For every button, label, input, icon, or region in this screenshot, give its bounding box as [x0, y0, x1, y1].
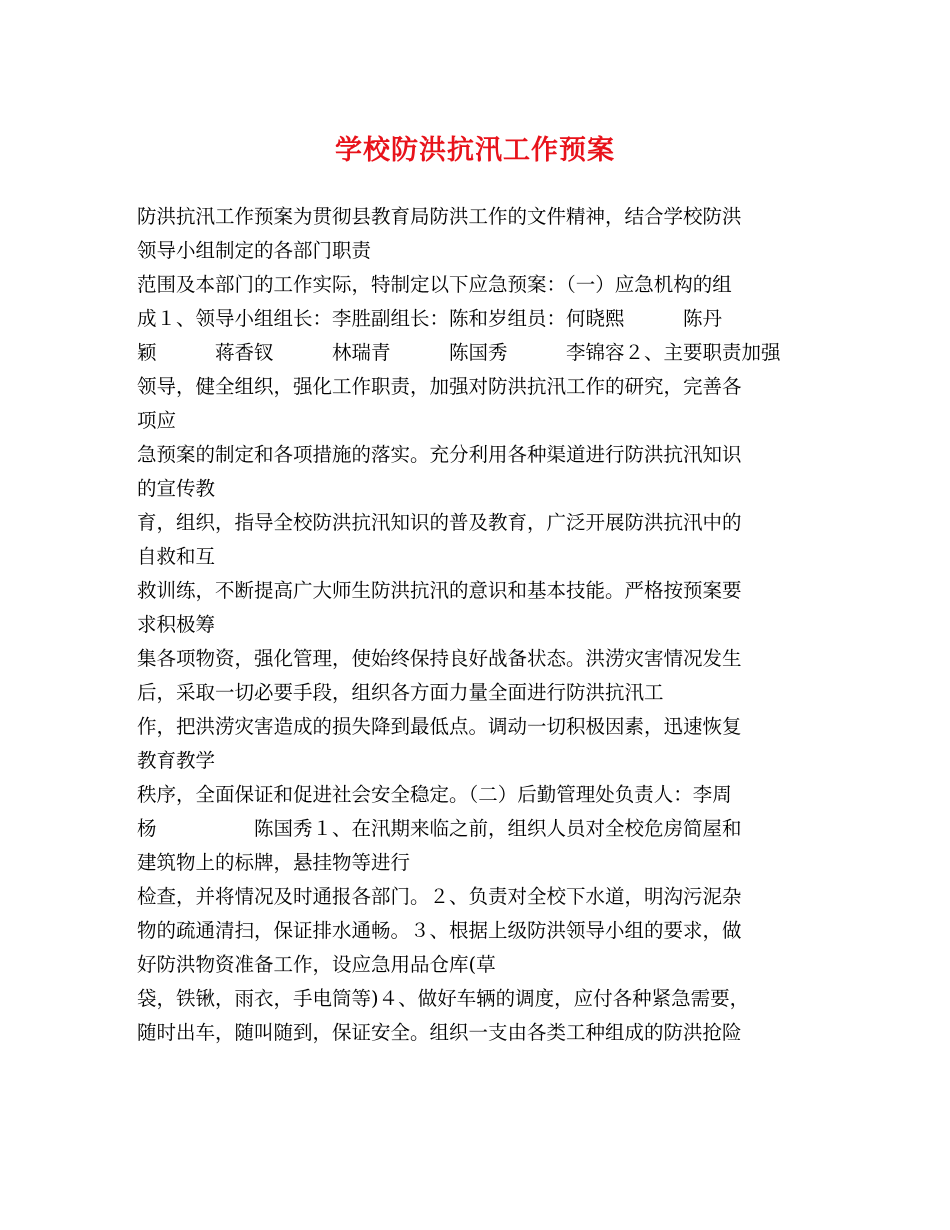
- body-line: 检查，并将情况及时通报各部门。２、负责对全校下水道，明沟污泥杂: [137, 885, 742, 908]
- body-line: 项应: [137, 409, 177, 432]
- body-line: 集各项物资，强化管理，使始终保持良好战备状态。洪涝灾害情况发生: [137, 647, 742, 670]
- body-line: 领导，健全组织，强化工作职责，加强对防洪抗汛工作的研究，完善各: [137, 375, 742, 398]
- body-line: 自救和互: [137, 545, 216, 568]
- body-line: 急预案的制定和各项措施的落实。充分利用各种渠道进行防洪抗汛知识: [137, 443, 742, 466]
- body-line: 救训练，不断提高广大师生防洪抗汛的意识和基本技能。严格按预案要: [137, 579, 742, 602]
- body-line: 求积极筹: [137, 613, 216, 636]
- body-line: 范围及本部门的工作实际，特制定以下应急预案：（一）应急机构的组: [137, 273, 732, 296]
- body-line: 颖 蒋香钗 林瑞青 陈国秀 李锦容２、主要职责加强: [137, 341, 781, 364]
- body-line: 物的疏通清扫，保证排水通畅。３、根据上级防洪领导小组的要求，做: [137, 919, 742, 942]
- body-line: 防洪抗汛工作预案为贯彻县教育局防洪工作的文件精神，结合学校防洪: [137, 205, 742, 228]
- document-body: [137, 200, 817, 1050]
- body-line: 成１、领导小组组长：李胜副组长：陈和岁组员：何晓熙 陈丹: [137, 307, 723, 330]
- body-line: 领导小组制定的各部门职责: [137, 239, 372, 262]
- body-line: 袋，铁锹，雨衣，手电筒等)４、做好车辆的调度，应付各种紧急需要，: [137, 987, 750, 1010]
- body-line: 后，采取一切必要手段，组织各方面力量全面进行防洪抗汛工: [137, 681, 664, 704]
- body-line: 育，组织，指导全校防洪抗汛知识的普及教育，广泛开展防洪抗汛中的: [137, 511, 742, 534]
- body-line: 随时出车，随叫随到，保证安全。组织一支由各类工种组成的防洪抢险: [137, 1021, 742, 1044]
- body-line: 杨 陈国秀１、在汛期来临之前，组织人员对全校危房简屋和: [137, 817, 742, 840]
- body-line: 秩序，全面保证和促进社会安全稳定。（二）后勤管理处负责人：李周: [137, 783, 732, 806]
- body-line: 的宣传教: [137, 477, 216, 500]
- body-line: 教育教学: [137, 749, 216, 772]
- body-line: 好防洪物资准备工作，设应急用品仓库(草: [137, 953, 496, 976]
- document-title: 学校防洪抗汛工作预案: [335, 135, 615, 166]
- body-line: 作，把洪涝灾害造成的损失降到最低点。调动一切积极因素，迅速恢复: [137, 715, 742, 738]
- body-line: 建筑物上的标牌，悬挂物等进行: [137, 851, 411, 874]
